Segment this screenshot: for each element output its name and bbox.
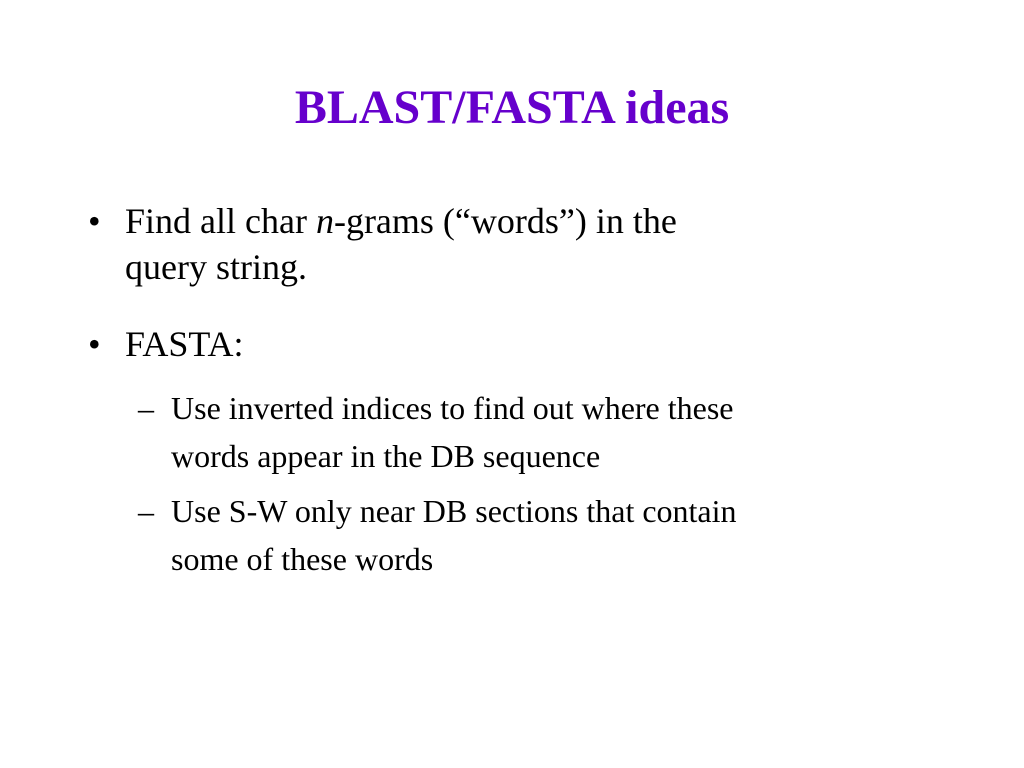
bullet-marker: • <box>88 324 101 364</box>
bullet-item-2 <box>88 321 244 367</box>
subbullet-2-line-2: some of these words <box>171 541 434 577</box>
bullet-marker: • <box>88 201 101 241</box>
subbullet-marker: – <box>138 390 154 426</box>
bullet-item-1 <box>88 198 677 290</box>
subbullet-1-line-2: words appear in the DB sequence <box>171 438 601 474</box>
bullet-1-line-2: query string. <box>125 247 307 287</box>
subbullet-item-1 <box>138 384 734 480</box>
bullet-1-text-after: -grams (“words”) in the <box>333 201 677 241</box>
subbullet-item-2 <box>138 487 737 583</box>
slide-title: BLAST/FASTA ideas <box>294 81 730 134</box>
bullet-1-italic-n: n <box>315 201 334 241</box>
bullet-1-line-1 <box>125 198 677 244</box>
bullet-1-text-before: Find all char <box>125 201 316 241</box>
subbullet-2-line-1: Use S-W only near DB sections that contain <box>171 493 737 529</box>
bullet-2-text: FASTA: <box>125 324 244 364</box>
subbullet-1-line-1: Use inverted indices to find out where these <box>171 390 734 426</box>
subbullet-marker: – <box>138 493 154 529</box>
